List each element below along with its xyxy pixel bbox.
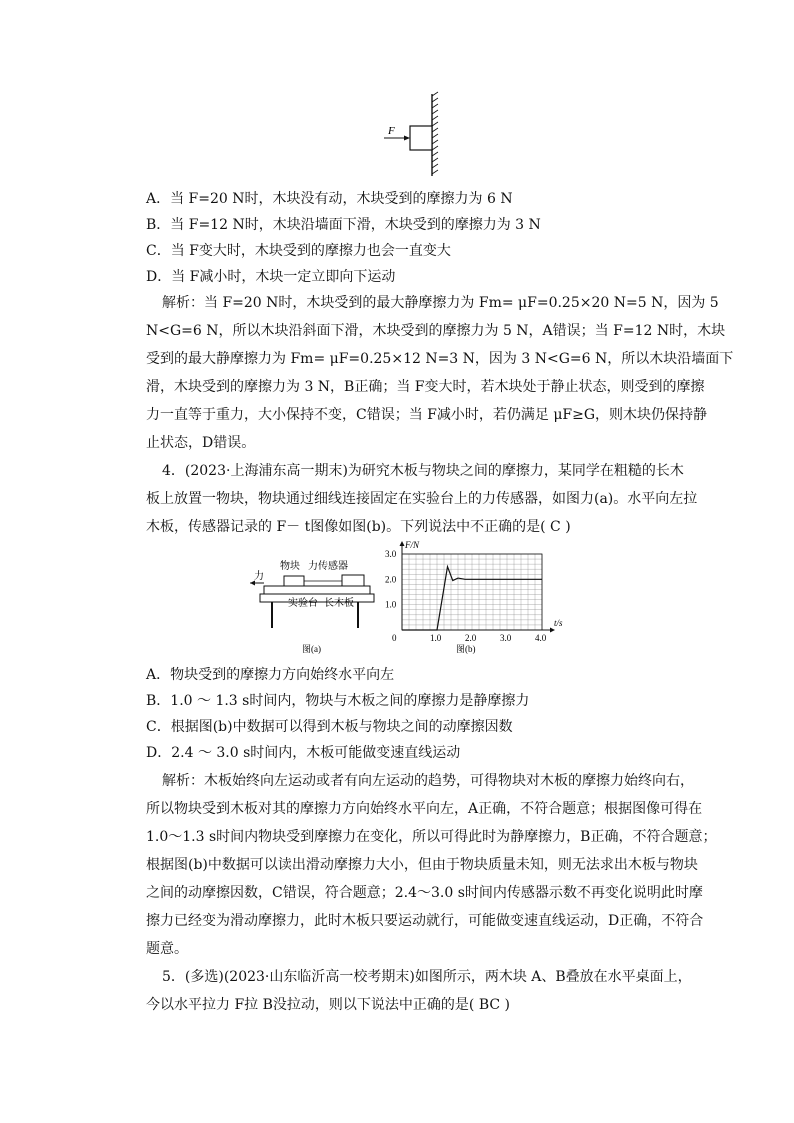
q4-analysis-line: 1.0～1.3 s时间内物块受到摩擦力在变化，所以可得此时为静摩擦力，B正确，不符合题意； bbox=[146, 829, 717, 845]
sensor-rect bbox=[342, 575, 364, 586]
q3-analysis-line: 解析：当 F=20 N时，木块受到的最大静摩擦力为 Fm= μF=0.25×20 N=5 N，因为 5 bbox=[162, 295, 719, 311]
q4-analysis-line: 根据图(b)中数据可以读出滑动摩擦力大小，但由于物块质量未知，则无法求出木板与物块 bbox=[146, 857, 698, 873]
q4-analysis-line: 擦力已经变为滑动摩擦力，此时木板只要运动就行，可能做变速直线运动，D正确，不符合 bbox=[146, 913, 704, 929]
experiment-figures bbox=[250, 540, 570, 660]
table-label: 实验台 bbox=[288, 598, 318, 609]
wall-block-figure bbox=[380, 92, 450, 178]
q3-analysis-line: N<G=6 N，所以木块沿斜面下滑，木块受到的摩擦力为 5 N，A错误；当 F=12 N时，木块 bbox=[146, 323, 726, 339]
force-label: F bbox=[388, 125, 395, 137]
x-axis-label: t/s bbox=[554, 618, 563, 628]
q3-analysis-line: 力一直等于重力，大小保持不变，C错误；当 F减小时，若仍满足 μF≥G，则木块仍保持静 bbox=[146, 407, 708, 423]
q4-option-c: C．根据图(b)中数据可以得到木板与物块之间的动摩擦因数 bbox=[146, 719, 513, 735]
block-label: 物块 bbox=[280, 561, 300, 572]
y-axis-arrow bbox=[400, 541, 405, 546]
x-tick-label: 4.0 bbox=[535, 633, 547, 643]
q3-option-b: B．当 F=12 N时，木块沿墙面下滑，木块受到的摩擦力为 3 N bbox=[146, 217, 541, 233]
q5-stem-line: 今以水平拉力 F拉 B没拉动，则以下说法中正确的是( BC ) bbox=[146, 997, 510, 1013]
y-tick-label: 3.0 bbox=[385, 549, 397, 559]
q3-analysis-line: 受到的最大静摩擦力为 Fm= μF=0.25×12 N=3 N，因为 3 N<G=6 N，所以木块沿墙面下 bbox=[146, 351, 734, 367]
wall-hatching bbox=[432, 92, 438, 174]
y-tick-label: 2.0 bbox=[385, 574, 397, 585]
force-label: 力 bbox=[254, 571, 264, 582]
q3-option-c: C．当 F变大时，木块受到的摩擦力也会一直变大 bbox=[146, 243, 451, 259]
x-axis-arrow bbox=[550, 628, 555, 633]
block-rect bbox=[284, 576, 304, 586]
x-tick-label: 1.0 bbox=[430, 633, 442, 643]
x-tick-label: 0 bbox=[392, 633, 397, 643]
q4-stem-line: 4．(2023·上海浦东高一期末)为研究木板与物块之间的摩擦力，某同学在粗糙的长木 bbox=[162, 463, 684, 479]
q4-option-d: D．2.4 ～ 3.0 s时间内，木板可能做变速直线运动 bbox=[146, 745, 461, 761]
q4-stem-line: 木板，传感器记录的 F－ t图像如图(b)。下列说法中不正确的是( C ) bbox=[146, 519, 571, 535]
figure-a-caption: 图(a) bbox=[302, 644, 321, 654]
q3-analysis-line: 滑，木块受到的摩擦力为 3 N，B正确；当 F变大时，若木块处于静止状态，则受到的摩擦 bbox=[146, 379, 705, 395]
figure-a-apparatus bbox=[250, 559, 374, 654]
q3-option-d: D．当 F减小时，木块一定立即向下运动 bbox=[146, 269, 396, 285]
figure-b-chart bbox=[385, 540, 563, 654]
q5-stem-line: 5．(多选)(2023·山东临沂高一校考期末)如图所示，两木块 A、B叠放在水平桌面上， bbox=[162, 969, 692, 985]
wooden-block bbox=[410, 126, 432, 150]
q4-option-b: B．1.0 ～ 1.3 s时间内，物块与木板之间的摩擦力是静摩擦力 bbox=[146, 693, 530, 709]
q4-analysis-line: 解析：木板始终向左运动或者有向左运动的趋势，可得物块对木板的摩擦力始终向右， bbox=[162, 773, 694, 789]
sensor-label: 力传感器 bbox=[308, 561, 348, 572]
q4-stem-line: 板上放置一物块，物块通过细线连接固定在实验台上的力传感器，如图力(a)。水平向左拉 bbox=[146, 491, 698, 507]
figure-b-caption: 图(b) bbox=[456, 644, 476, 654]
y-axis-label: F/N bbox=[405, 540, 420, 550]
x-tick-label: 2.0 bbox=[465, 633, 477, 643]
q4-analysis-line: 之间的动摩擦因数，C错误，符合题意；2.4～3.0 s时间内传感器示数不再变化说明此时摩 bbox=[146, 885, 703, 901]
q3-analysis-line: 止状态，D错误。 bbox=[146, 435, 256, 451]
q4-analysis-line: 所以物块受到木板对其的摩擦力方向始终水平向左，A正确，不符合题意；根据图像可得在 bbox=[146, 801, 703, 817]
y-tick-label: 1.0 bbox=[385, 599, 397, 610]
q3-option-a: A．当 F=20 N时，木块没有动，木块受到的摩擦力为 6 N bbox=[146, 191, 513, 207]
board-label: 长木板 bbox=[324, 598, 354, 609]
force-arrowhead bbox=[404, 136, 410, 141]
x-tick-label: 3.0 bbox=[500, 633, 512, 643]
q4-analysis-line: 题意。 bbox=[146, 941, 188, 957]
q4-option-a: A．物块受到的摩擦力方向始终水平向左 bbox=[146, 667, 395, 683]
